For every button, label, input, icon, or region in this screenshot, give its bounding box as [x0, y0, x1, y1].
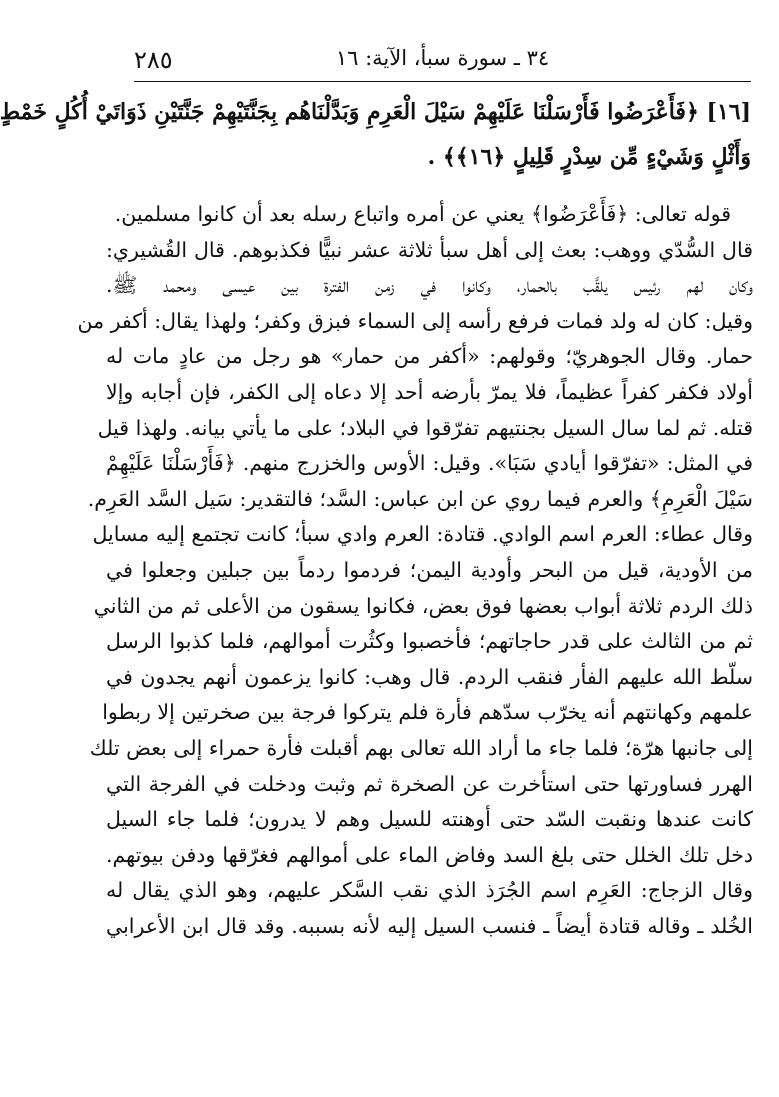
body-line: ثم من الثالث على قدر حاجاتهم؛ فأخصبوا وكثُرت أموالهم، فلما كذبوا الرسل — [106, 629, 753, 654]
body-line: أولاد فكفر كفراً عظيماً، فلا يمرّ بأرضه أحد إلا دعاه إلى الكفر، فإن أجابه وإلا — [106, 379, 753, 404]
body-line: الخُلد ـ وقاله قتادة أيضاً ـ فنسب السيل إليه لأنه بسببه. وقد قال ابن الأعرابي — [106, 913, 753, 938]
page-header — [134, 42, 751, 82]
body-line: وكان لهم رئيس يلقَّب بالحمار، وكانوا في زمن الفترة بين عيسى ومحمد ﷺ. — [106, 273, 753, 298]
verse-text: ﴿فَأَعْرَضُوا فَأَرْسَلْنَا عَلَيْهِمْ سَيْلَ الْعَرِمِ وَبَدَّلْنَاهُم بِجَنَّتَيْهِمْ جَنَّتَيْنِ ذَوَاتَيْ أُكُلٍ خَمْطٍ — [0, 99, 699, 125]
tafsir-body — [77, 197, 753, 944]
body-line: من الأودية، قيل من البحر وأودية اليمن؛ فردموا ردماً بين جبلين وجعلوا في — [106, 557, 753, 582]
page-number: ٢٨٥ — [134, 46, 173, 74]
body-line: وقال الزجاج: العَرِم اسم الجُرَذ الذي نقب السَّكر عليهم، وهو الذي يقال له — [106, 878, 753, 903]
body-line: إلى جانبها هرّة؛ فلما جاء ما أراد الله تعالى بهم أقبلت فأرة حمراء إلى بعض تلك — [89, 735, 753, 760]
header-rule — [134, 81, 751, 82]
body-line: ذلك الردم ثلاثة أبواب بعضها فوق بعض، فكانوا يسقون من الأعلى ثم من الثاني — [93, 593, 753, 618]
body-line: قال السُّدّي ووهب: بعث إلى أهل سبأ ثلاثة عشر نبيًّا فكذبوهم. قال القُشيري: — [106, 237, 753, 262]
body-line: الهرر فساورتها حتى استأخرت عن الصخرة ثم وثبت ودخلت في الفرجة التي — [106, 771, 753, 796]
verse-line-1 — [0, 90, 751, 135]
body-line: في المثل: «تفرّقوا أيادي سَبَا». وقيل: الأوس والخزرج منهم. ﴿فَأَرْسَلْنَا عَلَيْهِمْ — [106, 451, 753, 476]
body-line: علمهم وكهانتهم أنه يخرّب سدّهم فأرة فلم يتركوا فرجة بين صخرتين إلا ربطوا — [102, 700, 753, 725]
verse-line-2: وَأَثْلٍ وَشَيْءٍ مِّن سِدْرٍ قَلِيلٍ ﴿١٦﴾﴾ . — [427, 144, 751, 170]
body-line: سَيْلَ الْعَرِمِ﴾ والعرم فيما روي عن ابن عباس: السَّد؛ فالتقدير: سَيل السَّد العَرِم. — [87, 486, 753, 511]
body-line: كانت عندها ونقبت السّد حتى أوهنته للسيل وهم لا يدرون؛ فلما جاء السيل — [106, 807, 753, 832]
body-line: حمار. وقال الجوهريّ؛ وقولهم: «أكفر من حمار» هو رجل من عادٍ مات له — [106, 344, 753, 369]
body-line: قتله. ثم لما سال السيل بجنتيهم تفرّقوا في البلاد؛ على ما يأتي بيانه. ولهذا قيل — [97, 415, 753, 440]
body-line: دخل تلك الخلل حتى بلغ السد وفاض الماء على أموالهم فغرّقها ودفن بيوتهم. — [106, 842, 753, 867]
body-line: قوله تعالى: ﴿فَأَعْرَضُوا﴾ يعني عن أمره واتباع رسله بعد أن كانوا مسلمين. — [114, 202, 731, 226]
body-line: وقال عطاء: العرم اسم الوادي. قتادة: العرم وادي سبأ؛ كانت تجتمع إليه مسايل — [92, 522, 753, 547]
body-line: سلّط الله عليهم الفأر فنقب الردم. قال وهب: كانوا يزعمون أنهم يجدون في — [106, 664, 753, 689]
running-title: ٣٤ ـ سورة سبأ، الآية: ١٦ — [335, 46, 550, 70]
verse-number: [١٦] — [706, 99, 751, 125]
body-line: وقيل: كان له ولد فمات فرفع رأسه إلى السماء فبزق وكفر؛ ولهذا يقال: أكفر من — [77, 308, 753, 333]
quran-verse — [0, 90, 751, 180]
